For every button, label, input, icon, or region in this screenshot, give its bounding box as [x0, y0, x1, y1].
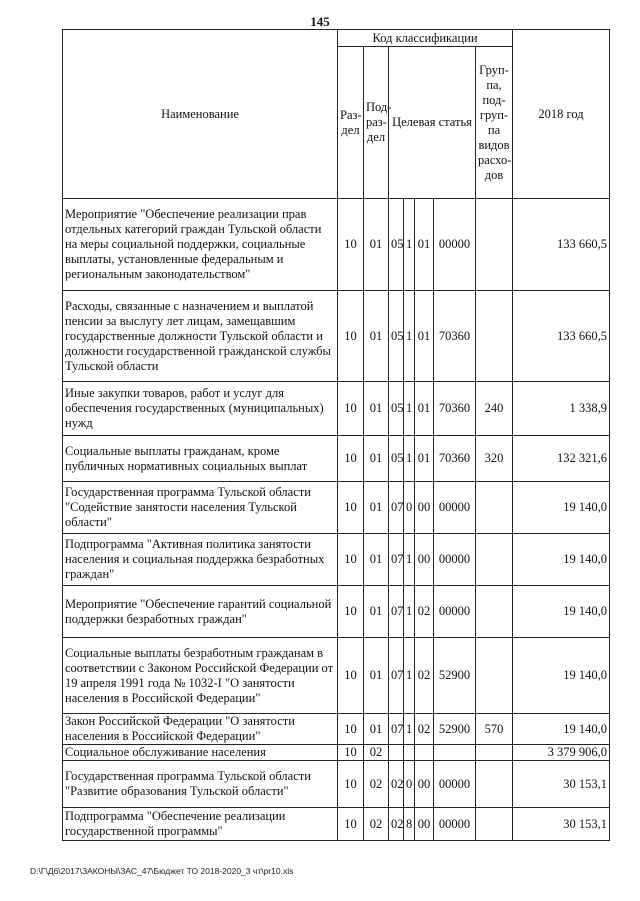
row-direction: [434, 745, 476, 761]
row-razdel: 10: [338, 745, 364, 761]
row-podrazdel: 02: [364, 808, 389, 841]
row-event: 02: [415, 638, 434, 714]
row-podrazdel: 01: [364, 382, 389, 436]
row-program: 02: [389, 761, 404, 808]
row-subprogram: 1: [404, 638, 415, 714]
row-razdel: 10: [338, 808, 364, 841]
row-subprogram: 8: [404, 808, 415, 841]
row-event: [415, 745, 434, 761]
row-event: 01: [415, 199, 434, 291]
row-name: Подпрограмма "Обеспечение реализации государственной программы": [63, 808, 338, 841]
row-razdel: 10: [338, 714, 364, 745]
row-expense-type: [476, 482, 513, 534]
row-program: 07: [389, 586, 404, 638]
row-podrazdel: 01: [364, 534, 389, 586]
row-podrazdel: 02: [364, 761, 389, 808]
row-name: Социальные выплаты гражданам, кроме публичных нормативных социальных выплат: [63, 436, 338, 482]
row-event: 02: [415, 714, 434, 745]
row-razdel: 10: [338, 534, 364, 586]
row-direction: 52900: [434, 714, 476, 745]
row-program: 07: [389, 534, 404, 586]
table-row: [63, 745, 610, 761]
row-razdel: 10: [338, 586, 364, 638]
table-row: [63, 638, 610, 714]
row-razdel: 10: [338, 436, 364, 482]
row-program: 07: [389, 714, 404, 745]
table-row: [63, 714, 610, 745]
row-podrazdel: 01: [364, 291, 389, 382]
row-amount: 19 140,0: [513, 482, 610, 534]
table-row: [63, 199, 610, 291]
row-direction: 00000: [434, 761, 476, 808]
row-event: 00: [415, 808, 434, 841]
row-direction: 00000: [434, 199, 476, 291]
row-podrazdel: 01: [364, 714, 389, 745]
row-amount: 133 660,5: [513, 199, 610, 291]
row-expense-type: [476, 534, 513, 586]
header-target-article: Целевая статья: [389, 47, 476, 199]
row-subprogram: 1: [404, 436, 415, 482]
row-direction: 00000: [434, 482, 476, 534]
row-event: 00: [415, 482, 434, 534]
row-event: 02: [415, 586, 434, 638]
row-expense-type: 320: [476, 436, 513, 482]
row-expense-type: [476, 291, 513, 382]
row-subprogram: 1: [404, 586, 415, 638]
row-event: 01: [415, 291, 434, 382]
row-razdel: 10: [338, 199, 364, 291]
row-program: [389, 745, 404, 761]
row-direction: 00000: [434, 534, 476, 586]
row-expense-type: [476, 199, 513, 291]
row-razdel: 10: [338, 638, 364, 714]
table-row: [63, 291, 610, 382]
row-razdel: 10: [338, 761, 364, 808]
row-direction: 00000: [434, 586, 476, 638]
row-amount: 19 140,0: [513, 638, 610, 714]
row-subprogram: 1: [404, 291, 415, 382]
row-name: Закон Российской Федерации "О занятости населения в Российской Федерации": [63, 714, 338, 745]
row-podrazdel: 01: [364, 586, 389, 638]
row-podrazdel: 01: [364, 638, 389, 714]
table-row: [63, 534, 610, 586]
header-subsection: Под-раз-дел: [364, 47, 389, 199]
row-program: 05: [389, 436, 404, 482]
row-subprogram: 1: [404, 199, 415, 291]
row-amount: 19 140,0: [513, 534, 610, 586]
row-direction: 52900: [434, 638, 476, 714]
table-row: [63, 482, 610, 534]
header-section: Раз-дел: [338, 47, 364, 199]
row-expense-type: [476, 586, 513, 638]
budget-table: [62, 29, 610, 841]
row-podrazdel: 01: [364, 436, 389, 482]
header-classification: Код классификации: [338, 30, 513, 47]
row-razdel: 10: [338, 382, 364, 436]
file-path-footer: D:\Г\Д6\2017\ЗАКОНЫ\ЗАС_47\Бюджет ТО 2018-2020_3 чт\pr10.xls: [30, 866, 294, 876]
row-razdel: 10: [338, 482, 364, 534]
row-amount: 133 660,5: [513, 291, 610, 382]
row-name: Социальные выплаты безработным гражданам в соответствии с Законом Российской Федерации от 19 апреля 1991 года № 1032-I "О занятости населения в Российской Федерации": [63, 638, 338, 714]
row-expense-type: 570: [476, 714, 513, 745]
row-name: Подпрограмма "Активная политика занятости населения и социальная поддержка безработных граждан": [63, 534, 338, 586]
row-event: 00: [415, 761, 434, 808]
row-name: Государственная программа Тульской области "Развитие образования Тульской области": [63, 761, 338, 808]
table-row: [63, 382, 610, 436]
row-amount: 19 140,0: [513, 586, 610, 638]
row-direction: 70360: [434, 291, 476, 382]
row-expense-type: 240: [476, 382, 513, 436]
row-program: 07: [389, 638, 404, 714]
row-direction: 70360: [434, 382, 476, 436]
row-program: 05: [389, 291, 404, 382]
row-name: Государственная программа Тульской области "Содействие занятости населения Тульской области": [63, 482, 338, 534]
row-program: 07: [389, 482, 404, 534]
row-event: 01: [415, 382, 434, 436]
row-event: 00: [415, 534, 434, 586]
row-program: 05: [389, 199, 404, 291]
row-podrazdel: 01: [364, 482, 389, 534]
row-expense-type: [476, 761, 513, 808]
row-name: Мероприятие "Обеспечение реализации прав отдельных категорий граждан Тульской области на меры социальной поддержки, социальные выплаты, установленные федеральным и региональным законодательством": [63, 199, 338, 291]
row-name: Социальное обслуживание населения: [63, 745, 338, 761]
row-amount: 30 153,1: [513, 761, 610, 808]
row-amount: 132 321,6: [513, 436, 610, 482]
table-row: [63, 586, 610, 638]
row-subprogram: 1: [404, 534, 415, 586]
row-amount: 3 379 906,0: [513, 745, 610, 761]
row-amount: 30 153,1: [513, 808, 610, 841]
row-direction: 70360: [434, 436, 476, 482]
row-name: Мероприятие "Обеспечение гарантий социальной поддержки безработных граждан": [63, 586, 338, 638]
row-amount: 19 140,0: [513, 714, 610, 745]
row-expense-type: [476, 808, 513, 841]
table-row: [63, 761, 610, 808]
row-direction: 00000: [434, 808, 476, 841]
page-number: 145: [310, 14, 330, 29]
row-name: Расходы, связанные с назначением и выплатой пенсии за выслугу лет лицам, замещавшим государственные должности Тульской области и должности государственной гражданской службы Тульской области: [63, 291, 338, 382]
header-expense-group: Груп-па, под-груп-па видов расхо-дов: [476, 47, 513, 199]
row-event: 01: [415, 436, 434, 482]
row-subprogram: 0: [404, 761, 415, 808]
header-name: Наименование: [63, 30, 338, 199]
row-program: 02: [389, 808, 404, 841]
row-razdel: 10: [338, 291, 364, 382]
row-expense-type: [476, 745, 513, 761]
row-amount: 1 338,9: [513, 382, 610, 436]
row-name: Иные закупки товаров, работ и услуг для обеспечения государственных (муниципальных) нужд: [63, 382, 338, 436]
row-podrazdel: 02: [364, 745, 389, 761]
row-subprogram: [404, 745, 415, 761]
row-subprogram: 0: [404, 482, 415, 534]
row-expense-type: [476, 638, 513, 714]
row-program: 05: [389, 382, 404, 436]
row-subprogram: 1: [404, 714, 415, 745]
row-podrazdel: 01: [364, 199, 389, 291]
table-row: [63, 808, 610, 841]
table-row: [63, 436, 610, 482]
header-year: 2018 год: [513, 30, 610, 199]
row-subprogram: 1: [404, 382, 415, 436]
